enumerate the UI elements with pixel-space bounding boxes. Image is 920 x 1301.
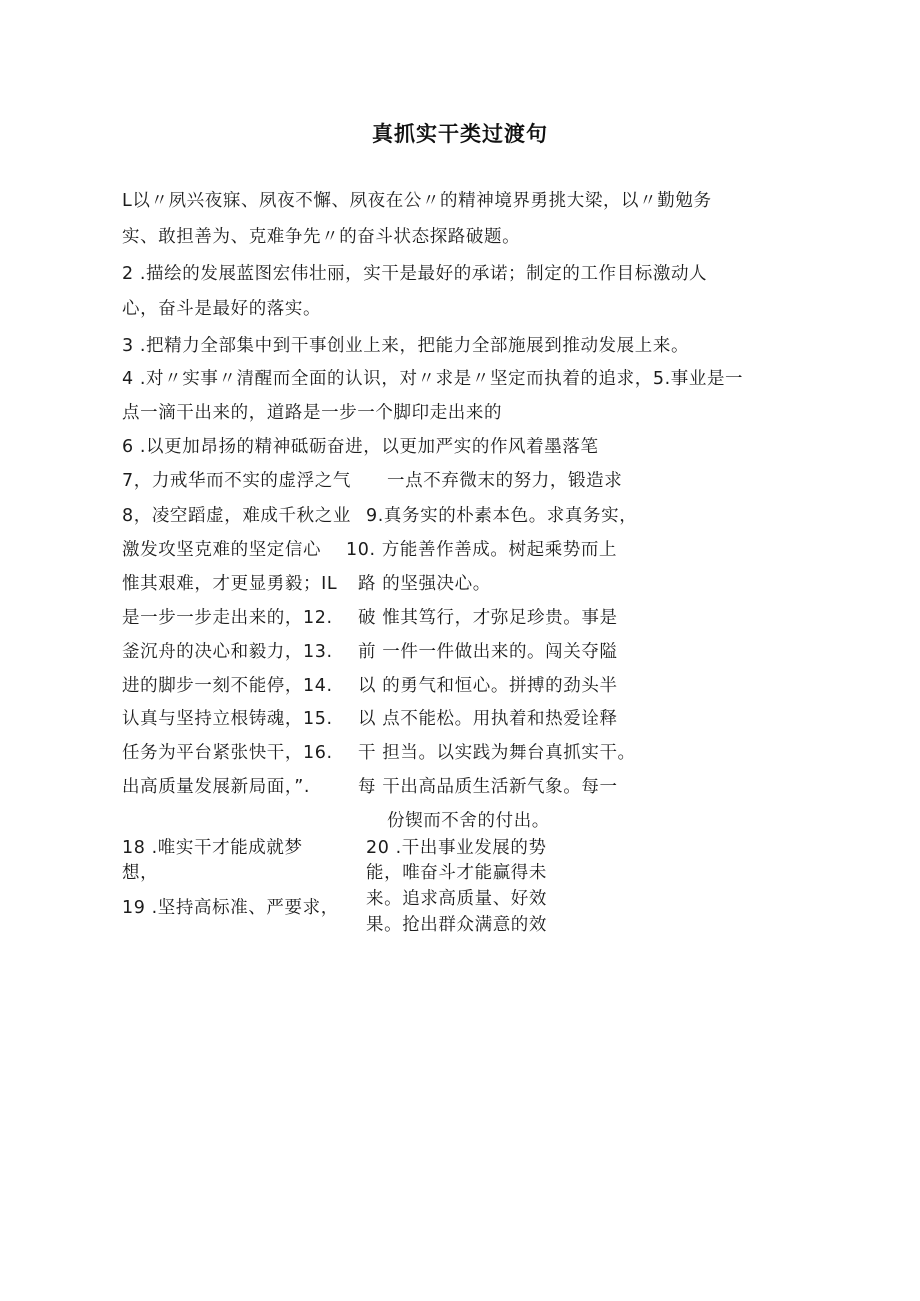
column-right-line: 份锲而不舍的付出。 [387,811,550,831]
column-right-line: 干 担当。以实践为舞台真抓实干。 [358,743,636,763]
text-line: 3 .把精力全部集中到干事创业上来，把能力全部施展到推动发展上来。 [122,336,690,356]
column-left-line: 釜沉舟的决心和毅力，13. [122,642,333,662]
text-line: 4 .对〃实事〃清醒而全面的认识，对〃求是〃坚定而执着的追求，5.事业是一 [122,369,744,389]
column-left-line: 激发攻坚克难的坚定信心 [122,540,322,560]
column-right-line: 9.真务实的朴素本色。求真务实， [366,506,638,526]
column-left-line: 8，凌空蹈虚，难成千秋之业 [122,506,351,526]
column-right-line: 10. 方能善作善成。树起乘势而上 [346,540,618,560]
bottom-left-line: 想， [122,863,159,883]
column-left-line: 任务为平台紧张快干，16. [122,743,333,763]
bottom-right-line: 果。抢出群众满意的效 [366,915,547,935]
bottom-right-line: 能，唯奋斗才能赢得未 [366,863,547,883]
column-right-line: 前 一件一件做出来的。闯关夺隘 [358,642,618,662]
text-line: 2 .描绘的发展蓝图宏伟壮丽，实干是最好的承诺；制定的工作目标激动人 [122,264,708,284]
column-right-line: 破 惟其笃行，才弥足珍贵。事是 [358,608,618,628]
column-right-line: 以 点不能松。用执着和热爱诠释 [358,709,618,729]
column-right-line: 一点不弃微末的努力，锻造求 [387,471,623,491]
page-title: 真抓实干类过渡句 [372,122,548,146]
column-left-line: 7，力戒华而不实的虚浮之气 [122,471,351,491]
column-left-line: 出高质量发展新局面，”. [122,777,311,797]
text-line: 6 .以更加昂扬的精神砥砺奋进，以更加严实的作风着墨落笔 [122,437,599,457]
column-right-line: 路 的坚强决心。 [358,574,491,594]
column-left-line: 进的脚步一刻不能停，14. [122,676,333,696]
text-line: 点一滴干出来的，道路是一步一个脚印走出来的 [122,403,503,423]
text-line: 实、敢担善为、克难争先〃的奋斗状态探路破题。 [122,227,521,247]
text-line: 心，奋斗是最好的落实。 [122,299,322,319]
bottom-right-line: 20 .干出事业发展的势 [366,838,547,858]
column-right-line: 以 的勇气和恒心。拼搏的劲头半 [358,676,618,696]
bottom-right-line: 来。追求高质量、好效 [366,889,547,909]
text-line: L以〃夙兴夜寐、夙夜不懈、夙夜在公〃的精神境界勇挑大梁，以〃勤勉务 [122,191,712,211]
column-left-line: 认真与坚持立根铸魂，15. [122,709,333,729]
column-left-line: 是一步一步走出来的，12. [122,608,333,628]
bottom-left-line: 19 .坚持高标准、严要求， [122,898,339,918]
column-right-line: 每 干出高品质生活新气象。每一 [358,777,618,797]
column-left-line: 惟其艰难，才更显勇毅；IL [122,574,338,594]
bottom-left-line: 18 .唯实干才能成就梦 [122,838,303,858]
